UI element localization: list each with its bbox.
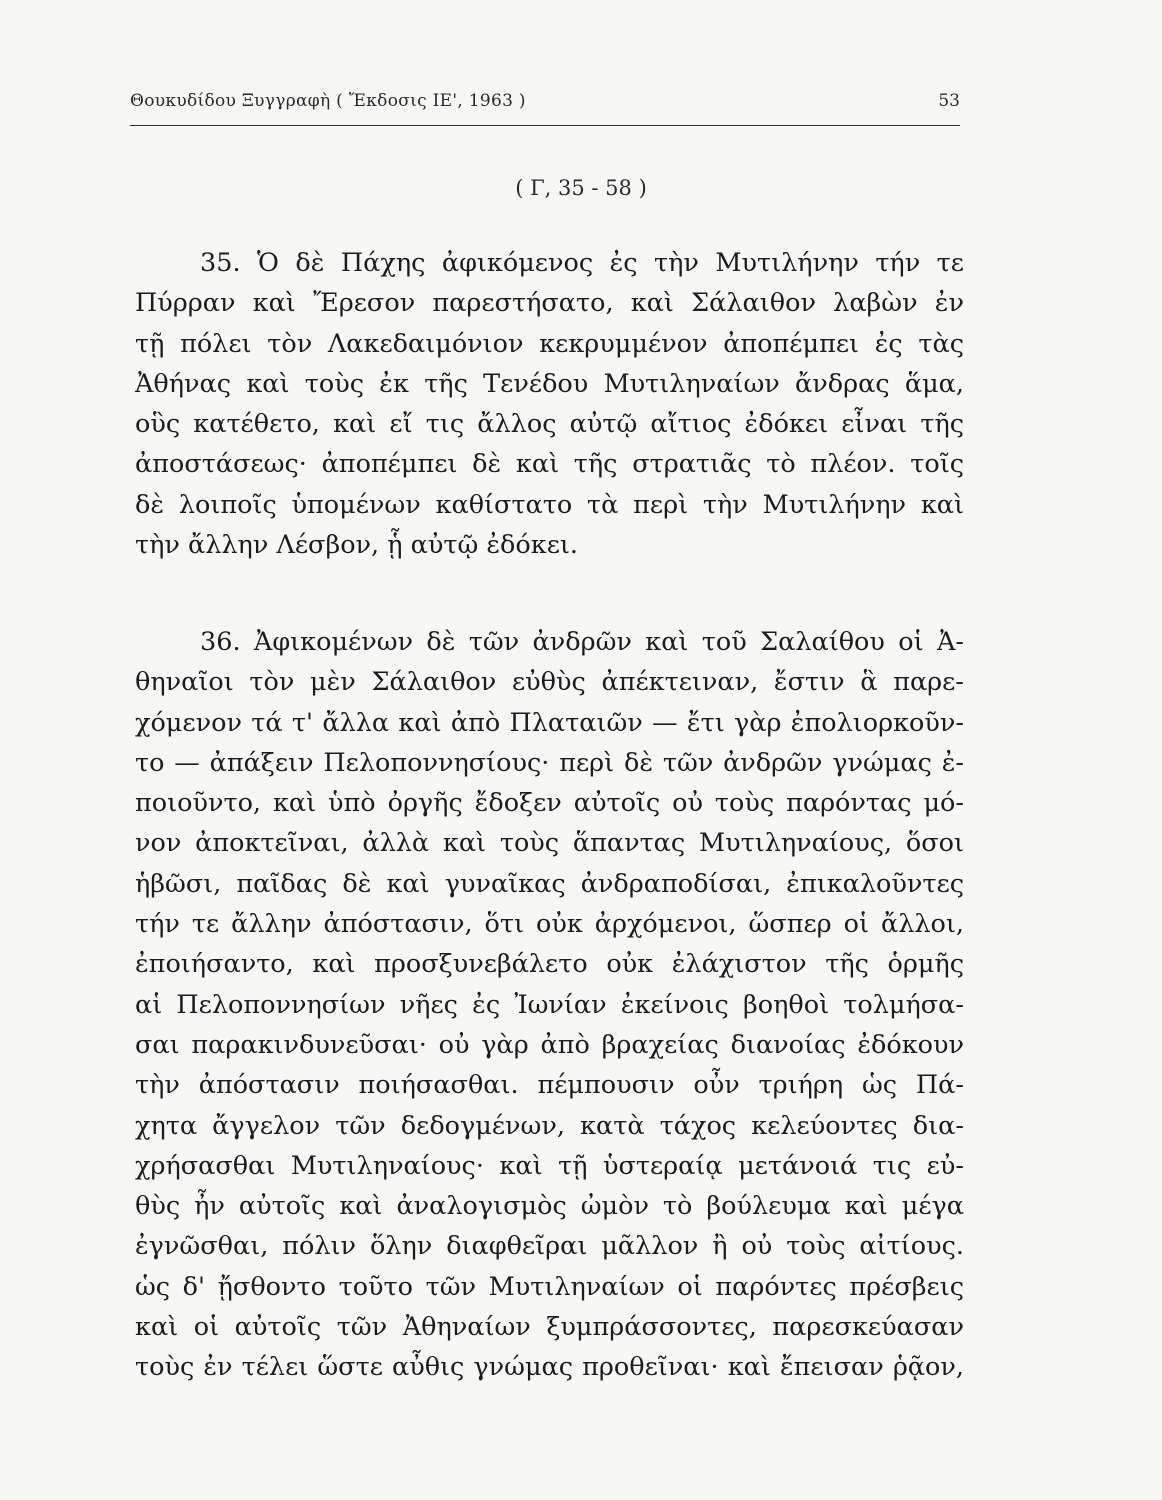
paragraph-35	[135, 243, 964, 565]
text-line: Ἀθήνας καὶ τοὺς ἐκ τῆς Τενέδου Μυτιληναίων ἄνδρας ἅμα,	[135, 368, 964, 399]
text-line: 36. Ἀφικομένων δὲ τῶν ἀνδρῶν καὶ τοῦ Σαλαίθου οἱ Ἀ-	[200, 627, 964, 657]
text-line: χρήσασθαι Μυτιληναίους· καὶ τῇ ὑστεραίᾳ μετάνοιά τις εὐ-	[135, 1150, 964, 1181]
text-line: νον ἀποκτεῖναι, ἀλλὰ καὶ τοὺς ἅπαντας Μυτιληναίους, ὅσοι	[135, 828, 964, 859]
text-line: ὡς δ' ᾔσθοντο τοῦτο τῶν Μυτιληναίων οἱ παρόντες πρέσβεις	[135, 1271, 964, 1302]
text-line: ἐποιήσαντο, καὶ προσξυνεβάλετο οὐκ ἐλάχιστον τῆς ὁρμῆς	[135, 949, 964, 980]
text-line: τὴν ἄλλην Λέσβον, ᾗ αὐτῷ ἐδόκει.	[135, 530, 579, 561]
text-line: το — ἀπάξειν Πελοποννησίους· περὶ δὲ τῶν ἀνδρῶν γνώμας ἐ-	[135, 747, 964, 778]
text-line: τήν τε ἄλλην ἀπόστασιν, ὅτι οὐκ ἀρχόμενοι, ὥσπερ οἱ ἄλλοι,	[135, 909, 964, 940]
text-line: δὲ λοιποῖς ὑπομένων καθίστατο τὰ περὶ τὴν Μυτιλήνην καὶ	[135, 489, 964, 520]
text-line: Πύρραν καὶ Ἔρεσον παρεστήσατο, καὶ Σάλαιθον λαβὼν ἐν	[135, 288, 964, 319]
text-line: τοὺς ἐν τέλει ὥστε αὖθις γνώμας προθεῖναι· καὶ ἔπεισαν ῥᾷον,	[135, 1352, 964, 1383]
text-line: σαι παρακινδυνεῦσαι· οὐ γὰρ ἀπὸ βραχείας διανοίας ἐδόκουν	[135, 1029, 964, 1060]
text-line: θηναῖοι τὸν μὲν Σάλαιθον εὐθὺς ἀπέκτειναν, ἔστιν ἃ παρε-	[135, 667, 964, 698]
text-line: καὶ οἱ αὐτοῖς τῶν Ἀθηναίων ξυμπράσσοντες, παρεσκεύασαν	[135, 1312, 964, 1343]
text-line: οὓς κατέθετο, καὶ εἴ τις ἄλλος αὐτῷ αἴτιος ἐδόκει εἶναι τῆς	[135, 409, 964, 440]
text-line: τὴν ἀπόστασιν ποιήσασθαι. πέμπουσιν οὖν τριήρη ὡς Πά-	[135, 1070, 964, 1101]
text-line: ἡβῶσι, παῖδας δὲ καὶ γυναῖκας ἀνδραποδίσαι, ἐπικαλοῦντες	[135, 868, 964, 899]
text-line: τῇ πόλει τὸν Λακεδαιμόνιον κεκρυμμένον ἀποπέμπει ἐς τὰς	[135, 328, 964, 359]
section-reference: ( Γ, 35 - 58 )	[515, 176, 647, 200]
page-number: 53	[938, 91, 960, 111]
paragraph-36	[135, 622, 964, 1388]
text-line: 35. Ὁ δὲ Πάχης ἀφικόμενος ἐς τὴν Μυτιλήνην τήν τε	[200, 248, 964, 278]
text-line: ποιοῦντο, καὶ ὑπὸ ὀργῆς ἔδοξεν αὐτοῖς οὐ τοὺς παρόντας μό-	[135, 788, 964, 819]
text-line: αἱ Πελοποννησίων νῆες ἐς Ἰωνίαν ἐκείνοις βοηθοὶ τολμήσα-	[135, 989, 964, 1020]
text-line: χητα ἄγγελον τῶν δεδογμένων, κατὰ τάχος κελεύοντες δια-	[135, 1110, 964, 1141]
text-line: χόμενον τά τ' ἄλλα καὶ ἀπὸ Πλαταιῶν — ἔτι γὰρ ἐπολιορκοῦν-	[135, 707, 964, 738]
text-line: ἀποστάσεως· ἀποπέμπει δὲ καὶ τῆς στρατιᾶς τὸ πλέον. τοῖς	[135, 449, 964, 480]
text-line: ἐγνῶσθαι, πόλιν ὅλην διαφθεῖραι μᾶλλον ἢ οὐ τοὺς αἰτίους.	[135, 1231, 964, 1262]
running-header	[130, 91, 960, 126]
running-title: Θουκυδίδου Ξυγγραφὴ ( Ἔκδοσις ΙΕ', 1963 )	[130, 91, 526, 111]
text-line: θὺς ἦν αὐτοῖς καὶ ἀναλογισμὸς ὠμὸν τὸ βούλευμα καὶ μέγα	[135, 1191, 964, 1222]
